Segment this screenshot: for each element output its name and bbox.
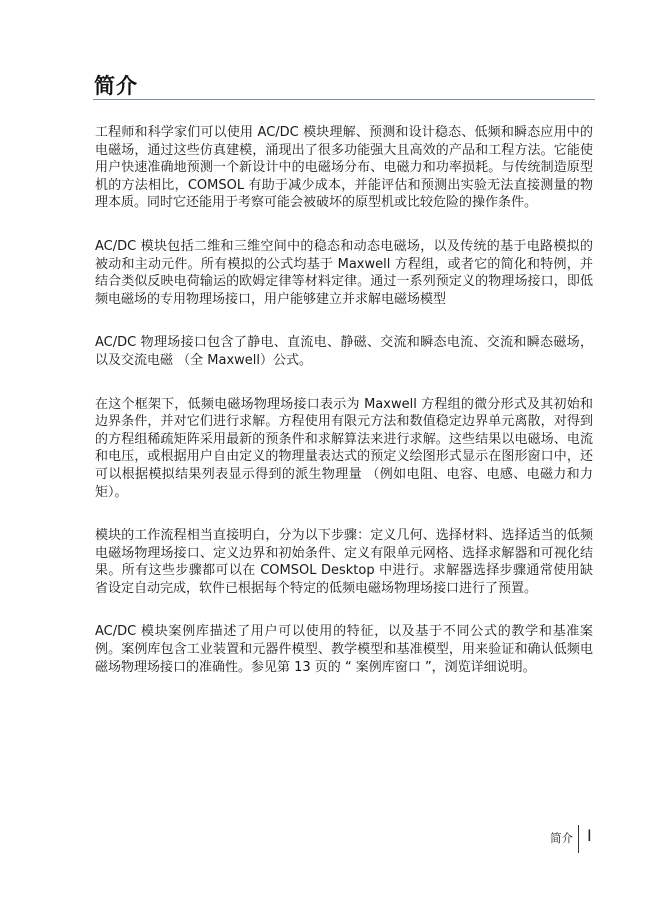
body-text — [95, 124, 593, 702]
title-divider — [93, 99, 595, 100]
paragraph-5: 模块的工作流程相当直接明白，分为以下步骤：定义几何、选择材料、选择适当的低频电磁场物理场接口、定义边界和初始条件、定义有限单元网格、选择求解器和可视化结果。所有这些步骤都可以在 COMSOL Desktop 中进行。求解器选择步骤通常使用缺省设定自动完成，软件已根据每个特定的低频电磁场物理场接口进行了预置。 — [95, 528, 593, 596]
footer-section-label: 简介 — [550, 831, 573, 845]
paragraph-4: 在这个框架下，低频电磁场物理场接口表示为 Maxwell 方程组的微分形式及其初始和边界条件，并对它们进行求解。方程使用有限元方法和数值稳定边界单元离散，对得到的方程组稀疏矩阵采用最新的预条件和求解算法来进行求解。这些结果以电磁场、电流和电压，或根据用户自由定义的物理量表达式的预定义绘图形式显示在图形窗口中，还可以根据模拟结果列表显示得到的派生物理量 （例如电阻、电容、电感、电磁力和力矩）。 — [95, 396, 593, 500]
paragraph-3: AC/DC 物理场接口包含了静电、直流电、静磁、交流和瞬态电流、交流和瞬态磁场，以及交流电磁 （全 Maxwell）公式。 — [95, 335, 593, 368]
page-title: 简介 — [94, 74, 138, 98]
paragraph-6: AC/DC 模块案例库描述了用户可以使用的特征，以及基于不同公式的教学和基准案例。案例库包含工业装置和元器件模型、教学模型和基准模型，用来验证和确认低频电磁场物理场接口的准确性。参见第 13 页的 “ 案例库窗口 ”，浏览详细说明。 — [95, 624, 593, 675]
footer-divider — [578, 825, 579, 853]
paragraph-2: AC/DC 模块包括二维和三维空间中的稳态和动态电磁场，以及传统的基于电路模拟的被动和主动元件。所有模拟的公式均基于 Maxwell 方程组，或者它的简化和特例，并结合类似反映电荷输运的欧姆定律等材料定律。通过一系列预定义的物理场接口，即低频电磁场的专用物理场接口，用户能够建立并求解电磁场模型 — [95, 238, 593, 307]
paragraph-1: 工程师和科学家们可以使用 AC/DC 模块理解、预测和设计稳态、低频和瞬态应用中的电磁场，通过这些仿真建模，涌现出了很多功能强大且高效的产品和工程方法。它能使用户快速准确地预测一个新设计中的电磁场分布、电磁力和功率损耗。与传统制造原型机的方法相比，COMSOL 有助于减少成本，并能评估和预测出实验无法直接测量的物理本质。同时它还能用于考察可能会被破坏的原型机或比较危险的操作条件。 — [95, 125, 593, 211]
page-number: I — [587, 826, 592, 845]
